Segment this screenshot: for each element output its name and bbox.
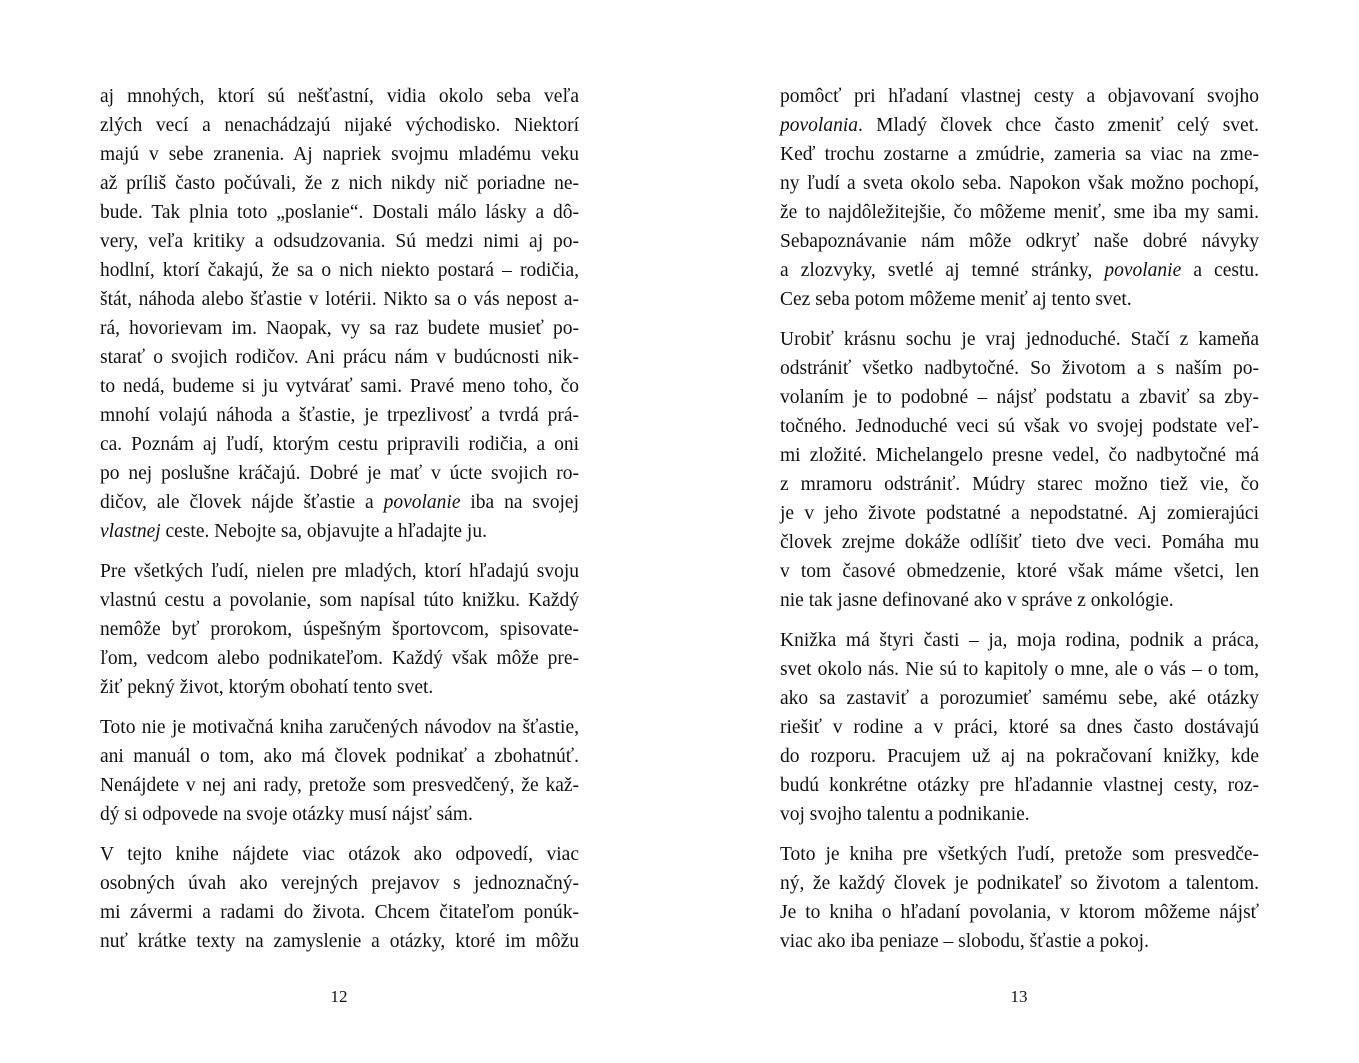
text-segment: osobných úvah ako verejných prejavov s jednoznačný-: [100, 873, 579, 894]
text-segment: volaním je to podobné – nájsť podstatu a zbaviť sa zby-: [780, 387, 1259, 408]
text-segment: dý si odpovede na svoje otázky musí nájsť sám.: [100, 804, 473, 825]
italic-text: vlastnej: [100, 521, 161, 542]
text-segment: Keď trochu zostarne a zmúdrie, zameria sa viac na zme-: [780, 144, 1259, 165]
text-segment: starať o svojich rodičov. Ani prácu nám v budúcnosti nik-: [100, 347, 579, 368]
text-segment: mnohí volajú náhoda a šťastie, je trpezlivosť a tvrdá prá-: [100, 405, 579, 426]
text-line: [100, 430, 579, 459]
text-segment: po nej poslušne kráčajú. Dobré je mať v úcte svojich ro-: [100, 463, 579, 484]
text-segment: človek zrejme dokáže odlíšiť tieto dve veci. Pomáha mu: [780, 532, 1259, 553]
text-line: [780, 412, 1259, 441]
text-line: [100, 314, 579, 343]
text-segment: žiť pekný život, ktorým obohatí tento svet.: [100, 677, 434, 698]
text-segment: točného. Jednoduché veci sú však vo svojej podstate veľ-: [780, 416, 1259, 437]
text-segment: ľom, vedcom alebo podnikateľom. Každý však môže pre-: [100, 648, 579, 669]
text-line: [780, 684, 1259, 713]
text-line: [100, 673, 579, 702]
page-number-right: 13: [1010, 987, 1028, 1006]
text-segment: pomôcť pri hľadaní vlastnej cesty a objavovaní svojho: [780, 86, 1259, 107]
text-segment: zlých vecí a nenachádzajú nijaké východisko. Niektorí: [100, 115, 579, 136]
left-page-text: [100, 82, 579, 967]
text-line: [780, 713, 1259, 742]
text-line: [780, 626, 1259, 655]
text-segment: Je to kniha o hľadaní povolania, v ktorom môžeme nájsť: [780, 902, 1259, 923]
text-segment: v tom časové obmedzenie, ktoré však máme všetci, len: [780, 561, 1259, 582]
text-segment: a cestu.: [1181, 260, 1259, 281]
paragraph: [100, 713, 579, 829]
text-segment: a zlozvyky, svetlé aj temné stránky,: [780, 260, 1105, 281]
text-line: [100, 840, 579, 869]
text-segment: rá, hovorievam im. Naopak, vy sa raz budete musieť po-: [100, 318, 579, 339]
text-line: [780, 354, 1259, 383]
italic-text: povolania: [780, 115, 858, 136]
right-page-text: [780, 82, 1259, 967]
text-segment: to nedá, budeme si ju vytvárať sami. Pravé meno toho, čo: [100, 376, 579, 397]
text-segment: nemôže byť prorokom, úspešným športovcom, spisovate-: [100, 619, 579, 640]
text-line: [780, 470, 1259, 499]
text-line: [100, 372, 579, 401]
text-segment: Sebapoznávanie nám môže odkryť naše dobré návyky: [780, 231, 1259, 252]
text-line: [100, 256, 579, 285]
text-segment: svet okolo nás. Nie sú to kapitoly o mne, ale o vás – o tom,: [780, 659, 1259, 680]
text-segment: Urobiť krásnu sochu je vraj jednoduché. Stačí z kameňa: [780, 329, 1259, 350]
text-line: [780, 771, 1259, 800]
text-line: [780, 800, 1259, 829]
text-line: [780, 256, 1259, 285]
text-line: [100, 140, 579, 169]
text-line: [780, 869, 1259, 898]
text-line: [100, 343, 579, 372]
text-line: [100, 742, 579, 771]
text-segment: Toto nie je motivačná kniha zaručených návodov na šťastie,: [100, 717, 579, 738]
text-segment: ca. Poznám aj ľudí, ktorým cestu pripravili rodičia, a oni: [100, 434, 579, 455]
text-line: [100, 401, 579, 430]
text-segment: Pre všetkých ľudí, nielen pre mladých, ktorí hľadajú svoju: [100, 561, 579, 582]
text-segment: Toto je kniha pre všetkých ľudí, pretože som presvedče-: [780, 844, 1259, 865]
text-line: [780, 111, 1259, 140]
text-line: [100, 615, 579, 644]
text-line: [780, 169, 1259, 198]
text-line: [780, 82, 1259, 111]
paragraph: [780, 82, 1259, 314]
paragraph: [100, 557, 579, 702]
text-segment: majú v sebe zranenia. Aj napriek svojmu mladému veku: [100, 144, 579, 165]
paragraph: [780, 840, 1259, 956]
text-segment: V tejto knihe nájdete viac otázok ako odpovedí, viac: [100, 844, 579, 865]
text-segment: hodlní, ktorí čakajú, že sa o nich niekto postará – rodičia,: [100, 260, 579, 281]
text-line: [780, 285, 1259, 314]
text-line: [780, 325, 1259, 354]
text-line: [100, 927, 579, 956]
text-segment: very, veľa kritiky a odsudzovania. Sú medzi nimi aj po-: [100, 231, 579, 252]
text-line: [100, 82, 579, 111]
text-segment: viac ako iba peniaze – slobodu, šťastie a pokoj.: [780, 931, 1149, 952]
text-line: [100, 644, 579, 673]
text-segment: do rozporu. Pracujem už aj na pokračovaní knižky, kde: [780, 746, 1259, 767]
text-line: [100, 227, 579, 256]
text-line: [780, 927, 1259, 956]
text-segment: z mramoru odstrániť. Múdry starec možno tiež vie, čo: [780, 474, 1259, 495]
text-segment: Knižka má štyri časti – ja, moja rodina, podnik a práca,: [780, 630, 1259, 651]
text-line: [100, 198, 579, 227]
text-segment: Nenájdete v nej ani rady, pretože som presvedčený, že kaž-: [100, 775, 579, 796]
text-segment: dičov, ale človek nájde šťastie a: [100, 492, 384, 513]
text-line: [100, 869, 579, 898]
text-segment: budú konkrétne otázky pre hľadannie vlastnej cesty, roz-: [780, 775, 1259, 796]
text-segment: odstrániť všetko nadbytočné. So životom a s naším po-: [780, 358, 1259, 379]
text-line: [780, 528, 1259, 557]
text-line: [780, 586, 1259, 615]
text-line: [780, 557, 1259, 586]
text-line: [100, 285, 579, 314]
text-segment: nuť krátke texty na zamyslenie a otázky, ktoré im môžu: [100, 931, 579, 952]
text-segment: . Mladý človek chce často zmeniť celý svet.: [858, 115, 1259, 136]
text-segment: ceste. Nebojte sa, objavujte a hľadajte ju.: [160, 521, 487, 542]
text-segment: voj svojho talentu a podnikanie.: [780, 804, 1030, 825]
text-segment: nie tak jasne definované ako v správe z onkológie.: [780, 590, 1174, 611]
text-line: [780, 198, 1259, 227]
text-segment: ako sa zastaviť a porozumieť samému sebe, aké otázky: [780, 688, 1259, 709]
text-segment: mi zložité. Michelangelo presne vedel, čo nadbytočné má: [780, 445, 1259, 466]
text-line: [100, 586, 579, 615]
text-line: [780, 655, 1259, 684]
text-line: [780, 840, 1259, 869]
text-segment: aj mnohých, ktorí sú nešťastní, vidia okolo seba veľa: [100, 86, 579, 107]
text-segment: mi závermi a radami do života. Chcem čitateľom ponúk-: [100, 902, 579, 923]
text-line: [100, 169, 579, 198]
text-segment: ný, že každý človek je podnikateľ so životom a talentom.: [780, 873, 1259, 894]
italic-text: povolanie: [1104, 260, 1182, 281]
text-segment: ani manuál o tom, ako má človek podnikať a zbohatnúť.: [100, 746, 579, 767]
text-segment: bude. Tak plnia toto „poslanie“. Dostali málo lásky a dô-: [100, 202, 579, 223]
text-segment: ny ľudí a sveta okolo seba. Napokon však možno pochopí,: [780, 173, 1259, 194]
text-line: [100, 111, 579, 140]
text-segment: vlastnú cestu a povolanie, som napísal túto knižku. Každý: [100, 590, 579, 611]
text-line: [780, 742, 1259, 771]
text-line: [100, 771, 579, 800]
text-segment: Cez seba potom môžeme meniť aj tento svet.: [780, 289, 1132, 310]
page-number-left: 12: [330, 987, 348, 1006]
text-segment: iba na svojej: [460, 492, 579, 513]
text-segment: že to najdôležitejšie, čo môžeme meniť, sme iba my sami.: [780, 202, 1259, 223]
text-segment: štát, náhoda alebo šťastie v lotérii. Nikto sa o vás nepost a-: [100, 289, 579, 310]
text-line: [780, 140, 1259, 169]
paragraph: [100, 840, 579, 956]
text-segment: až príliš často počúvali, že z nich nikdy nič poriadne ne-: [100, 173, 579, 194]
text-line: [100, 459, 579, 488]
text-line: [100, 488, 579, 517]
paragraph: [780, 325, 1259, 615]
text-line: [780, 227, 1259, 256]
text-line: [100, 713, 579, 742]
text-segment: riešiť v rodine a v práci, ktoré sa dnes často dostávajú: [780, 717, 1259, 738]
text-segment: je v jeho živote podstatné a nepodstatné. Aj zomierajúci: [780, 503, 1259, 524]
text-line: [780, 499, 1259, 528]
text-line: [100, 557, 579, 586]
text-line: [780, 898, 1259, 927]
text-line: [780, 441, 1259, 470]
text-line: [100, 898, 579, 927]
paragraph: [780, 626, 1259, 829]
text-line: [100, 800, 579, 829]
text-line: [100, 517, 579, 546]
italic-text: povolanie: [383, 492, 461, 513]
text-line: [780, 383, 1259, 412]
paragraph: [100, 82, 579, 546]
